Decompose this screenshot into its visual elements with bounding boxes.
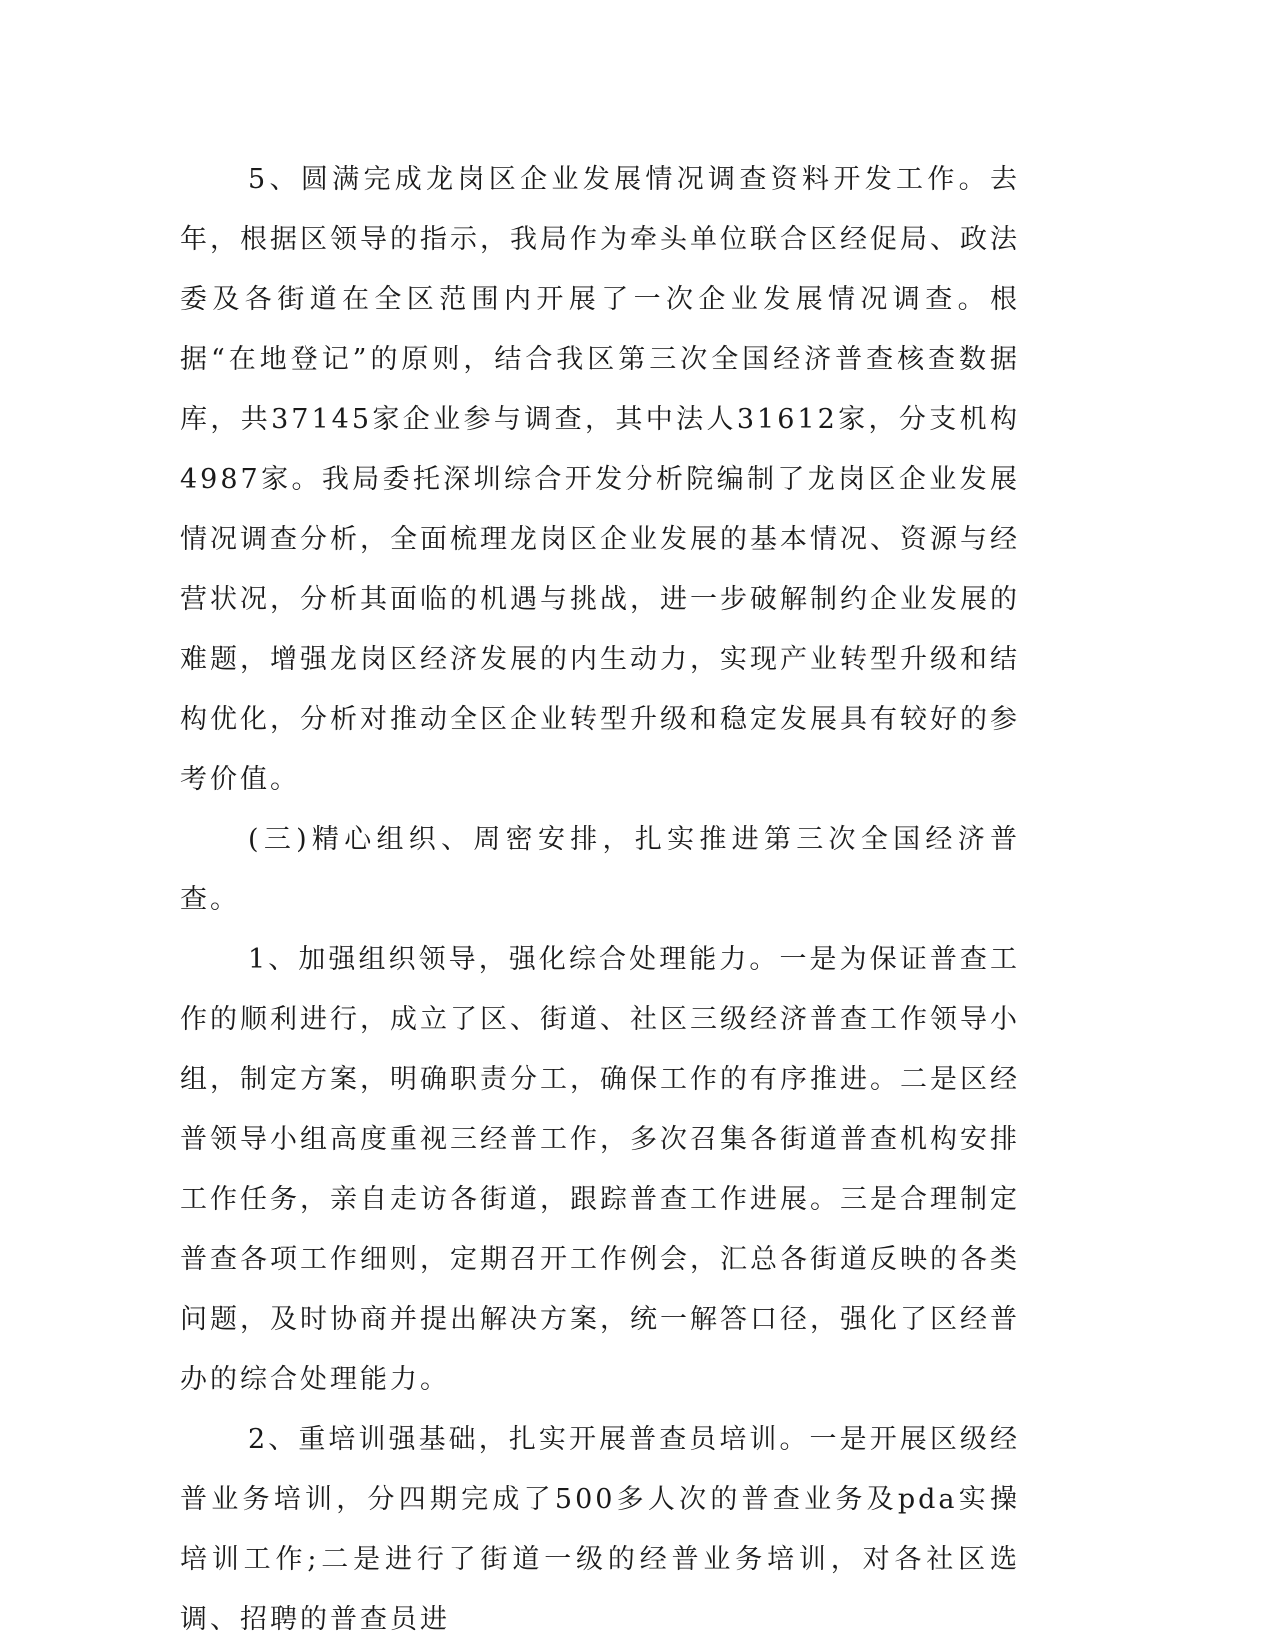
- paragraph-enterprise-survey: 5、圆满完成龙岗区企业发展情况调查资料开发工作。去年，根据区领导的指示，我局作为牵头单位联合区经促局、政法委及各街道在全区范围内开展了一次企业发展情况调查。根据“在地登记”的原则，结合我区第三次全国经济普查核查数据库，共37145家企业参与调查，其中法人31612家，分支机构4987家。我局委托深圳综合开发分析院编制了龙岗区企业发展情况调查分析，全面梳理龙岗区企业发展的基本情况、资源与经营状况，分析其面临的机遇与挑战，进一步破解制约企业发展的难题，增强龙岗区经济发展的内生动力，实现产业转型升级和结构优化，分析对推动全区企业转型升级和稳定发展具有较好的参考价值。: [180, 164, 1020, 795]
- paragraph-training: 2、重培训强基础，扎实开展普查员培训。一是开展区级经普业务培训，分四期完成了500多人次的普查业务及pda实操培训工作;二是进行了街道一级的经普业务培训，对各社区选调、招聘的普查员进: [180, 1424, 1020, 1635]
- section-heading-census: (三)精心组织、周密安排，扎实推进第三次全国经济普查。: [180, 824, 1020, 915]
- document-page: [180, 150, 1020, 1650]
- paragraph-organization-leadership: 1、加强组织领导，强化综合处理能力。一是为保证普查工作的顺利进行，成立了区、街道、社区三级经济普查工作领导小组，制定方案，明确职责分工，确保工作的有序推进。二是区经普领导小组高度重视三经普工作，多次召集各街道普查机构安排工作任务，亲自走访各街道，跟踪普查工作进展。三是合理制定普查各项工作细则，定期召开工作例会，汇总各街道反映的各类问题，及时协商并提出解决方案，统一解答口径，强化了区经普办的综合处理能力。: [180, 944, 1020, 1395]
